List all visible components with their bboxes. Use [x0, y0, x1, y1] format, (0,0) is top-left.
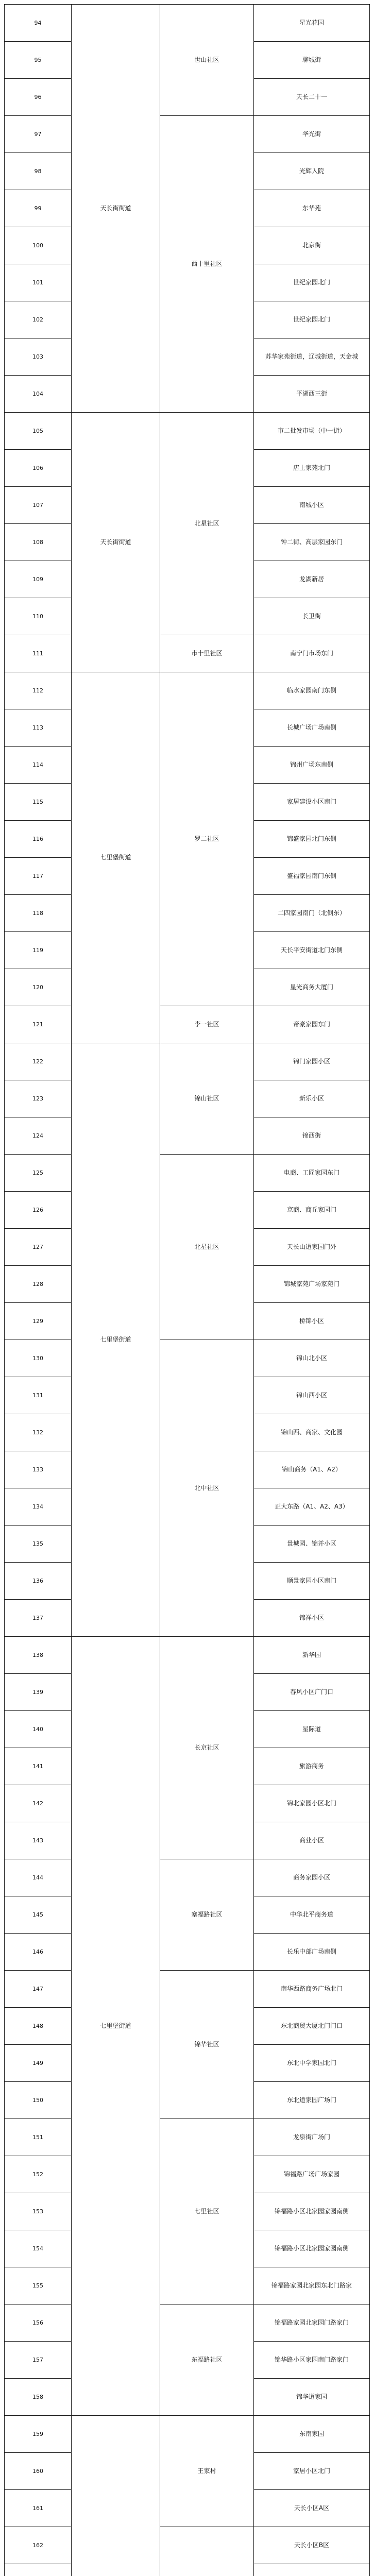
- row-number: 142: [4, 1785, 72, 1822]
- location-cell: 锦山北小区: [253, 1340, 370, 1377]
- location-cell: 锦福路家园北家园门路家门: [253, 2304, 370, 2342]
- location-cell: 锦华道家园: [253, 2378, 370, 2416]
- row-number: 135: [4, 1525, 72, 1563]
- row-number: 144: [4, 1859, 72, 1896]
- row-number: 115: [4, 783, 72, 821]
- row-number: 102: [4, 301, 72, 338]
- row-number: 112: [4, 672, 72, 709]
- row-number: 149: [4, 2044, 72, 2082]
- row-number: 132: [4, 1414, 72, 1451]
- location-cell: 世纪家园北门: [253, 264, 370, 301]
- row-number: 116: [4, 820, 72, 858]
- location-cell: 聊城街: [253, 41, 370, 79]
- location-cell: 景城园、锦并小区: [253, 1525, 370, 1563]
- location-cell: 星光花园: [253, 4, 370, 42]
- shequ-cell: 王家村: [160, 2415, 254, 2527]
- jiedao-cell: 天长街街道: [71, 412, 160, 672]
- location-cell: 锦门家园小区: [253, 1043, 370, 1080]
- row-number: 154: [4, 2230, 72, 2267]
- row-number: 128: [4, 1265, 72, 1303]
- row-number: 131: [4, 1377, 72, 1414]
- location-cell: 光辉入院: [253, 152, 370, 190]
- row-number: 134: [4, 1488, 72, 1526]
- shequ-cell: 北中社区: [160, 1340, 254, 1637]
- location-cell: 南宁门市场东门: [253, 635, 370, 672]
- row-number: 127: [4, 1228, 72, 1266]
- row-number: 155: [4, 2267, 72, 2304]
- location-cell: 天长小区B区: [253, 2527, 370, 2564]
- row-number: 156: [4, 2304, 72, 2342]
- location-cell: 锦西街: [253, 1117, 370, 1155]
- location-cell: 帝豪家园东门: [253, 1006, 370, 1043]
- location-cell: 锦山西、商家、文化园: [253, 1414, 370, 1451]
- jiedao-cell: 七里堡街道: [71, 672, 160, 1043]
- row-number: 107: [4, 486, 72, 524]
- location-cell: 北京街: [253, 227, 370, 264]
- location-cell: 龙湖新居: [253, 561, 370, 598]
- shequ-cell: 世山社区: [160, 4, 254, 116]
- row-number: 100: [4, 227, 72, 264]
- row-number: 133: [4, 1451, 72, 1488]
- row-number: 159: [4, 2415, 72, 2453]
- row-number: 98: [4, 152, 72, 190]
- shequ-cell: 罗二社区: [160, 672, 254, 1006]
- location-cell: 正大东路（A1、A2、A3）: [253, 1488, 370, 1526]
- location-cell: [253, 2564, 370, 2576]
- location-cell: 中华北平商务道: [253, 1896, 370, 1934]
- shequ-cell: 李一社区: [160, 1006, 254, 1043]
- row-number: 138: [4, 1636, 72, 1674]
- row-number: 161: [4, 2489, 72, 2527]
- row-number: 109: [4, 561, 72, 598]
- location-cell: 锦福路小区北家园家园南侧: [253, 2230, 370, 2267]
- row-number: 129: [4, 1302, 72, 1340]
- row-number: 101: [4, 264, 72, 301]
- shequ-cell: 锦山社区: [160, 1043, 254, 1155]
- jiedao-cell: 七里堡街道: [71, 1043, 160, 1637]
- row-number: 117: [4, 857, 72, 895]
- row-number: 120: [4, 969, 72, 1006]
- shequ-cell: 市十里社区: [160, 635, 254, 672]
- row-number: 110: [4, 598, 72, 635]
- row-number: 130: [4, 1340, 72, 1377]
- location-cell: 锦福路广场广场家园: [253, 2156, 370, 2193]
- row-number: 123: [4, 1080, 72, 1117]
- location-cell: 天长二十一: [253, 78, 370, 116]
- location-cell: 南城小区: [253, 486, 370, 524]
- row-number: 97: [4, 115, 72, 153]
- row-number: 103: [4, 338, 72, 376]
- location-cell: 家居建设小区南门: [253, 783, 370, 821]
- location-cell: 商业小区: [253, 1822, 370, 1859]
- location-cell: 锦北家园小区北门: [253, 1785, 370, 1822]
- row-number: 143: [4, 1822, 72, 1859]
- row-number: 121: [4, 1006, 72, 1043]
- row-number: 114: [4, 746, 72, 784]
- shequ-cell: 北星社区: [160, 412, 254, 635]
- row-number: 137: [4, 1599, 72, 1637]
- location-cell: 长卫街: [253, 598, 370, 635]
- row-number: 108: [4, 523, 72, 561]
- row-number: 125: [4, 1154, 72, 1192]
- row-number: 94: [4, 4, 72, 42]
- shequ-cell: 长京社区: [160, 1636, 254, 1859]
- location-cell: 平湖西三街: [253, 375, 370, 413]
- shequ-cell: 七里社区: [160, 2119, 254, 2304]
- row-number: 96: [4, 78, 72, 116]
- location-cell: 旅游商务: [253, 1748, 370, 1785]
- row-number: 141: [4, 1748, 72, 1785]
- row-number: 151: [4, 2119, 72, 2156]
- location-cell: 锦华路小区家园南门路家门: [253, 2341, 370, 2379]
- location-cell: 商务家园小区: [253, 1859, 370, 1896]
- location-cell: 钟二街、高层家园东门: [253, 523, 370, 561]
- location-cell: 世纪家园北门: [253, 301, 370, 338]
- row-number: 126: [4, 1191, 72, 1229]
- row-number: 150: [4, 2081, 72, 2119]
- row-number: 118: [4, 894, 72, 932]
- location-cell: 东北商贸大厦北门门口: [253, 2007, 370, 2045]
- location-cell: 顺景家园小区南门: [253, 1562, 370, 1600]
- shequ-cell: 西十里社区: [160, 115, 254, 413]
- location-cell: 盛福家园南门东侧: [253, 857, 370, 895]
- jiedao-cell: [71, 2415, 160, 2576]
- location-cell: 天长小区A区: [253, 2489, 370, 2527]
- sampling-sites-table: [4, 4, 370, 2576]
- location-cell: 东北中学家园北门: [253, 2044, 370, 2082]
- row-number: 104: [4, 375, 72, 413]
- location-cell: 春风小区广门口: [253, 1673, 370, 1711]
- row-number: 139: [4, 1673, 72, 1711]
- row-number: 160: [4, 2452, 72, 2490]
- row-number: 124: [4, 1117, 72, 1155]
- row-number: 145: [4, 1896, 72, 1934]
- row-number: 105: [4, 412, 72, 450]
- location-cell: 龙泉街广场门: [253, 2119, 370, 2156]
- row-number: 113: [4, 709, 72, 747]
- shequ-cell: 塞福路社区: [160, 1859, 254, 1971]
- location-cell: 星际道: [253, 1710, 370, 1748]
- location-cell: 桥锦小区: [253, 1302, 370, 1340]
- jiedao-cell: 天长街街道: [71, 4, 160, 413]
- row-number: 140: [4, 1710, 72, 1748]
- location-cell: 长城广场广场南侧: [253, 709, 370, 747]
- location-cell: 南华西路商务广场北门: [253, 1970, 370, 2008]
- location-cell: 临水家园南门东侧: [253, 672, 370, 709]
- location-cell: 锦州广场东南侧: [253, 746, 370, 784]
- location-cell: 电商、工匠家园东门: [253, 1154, 370, 1192]
- location-cell: 新华园: [253, 1636, 370, 1674]
- row-number: 153: [4, 2193, 72, 2230]
- row-number: 157: [4, 2341, 72, 2379]
- location-cell: 东南家园: [253, 2415, 370, 2453]
- row-number: 95: [4, 41, 72, 79]
- location-cell: 锦城家苑广场家苑门: [253, 1265, 370, 1303]
- location-cell: 天长平安街道北门东侧: [253, 931, 370, 969]
- location-cell: 锦祥小区: [253, 1599, 370, 1637]
- location-cell: 锦盛家园北门东侧: [253, 820, 370, 858]
- location-cell: 新乐小区: [253, 1080, 370, 1117]
- row-number: 111: [4, 635, 72, 672]
- location-cell: 锦山商务（A1、A2）: [253, 1451, 370, 1488]
- row-number: 136: [4, 1562, 72, 1600]
- shequ-cell: 锦华社区: [160, 1970, 254, 2119]
- location-cell: 京商、商丘家园门: [253, 1191, 370, 1229]
- location-cell: 锦山西小区: [253, 1377, 370, 1414]
- row-number: 162: [4, 2527, 72, 2564]
- location-cell: 二四家园南门（北侧东）: [253, 894, 370, 932]
- location-cell: 苏华家苑街道，辽城街道，天金城: [253, 338, 370, 376]
- row-number: 152: [4, 2156, 72, 2193]
- location-cell: 家居小区北门: [253, 2452, 370, 2490]
- shequ-cell: 东福路社区: [160, 2304, 254, 2416]
- location-cell: 锦福路家园北家园东北门路家: [253, 2267, 370, 2304]
- shequ-cell: [160, 2527, 254, 2576]
- location-cell: 锦福路小区北家园家园南侧: [253, 2193, 370, 2230]
- row-number: [4, 2564, 72, 2576]
- shequ-cell: 北星社区: [160, 1154, 254, 1340]
- row-number: 119: [4, 931, 72, 969]
- location-cell: 东华苑: [253, 190, 370, 227]
- row-number: 146: [4, 1933, 72, 1971]
- row-number: 147: [4, 1970, 72, 2008]
- row-number: 148: [4, 2007, 72, 2045]
- location-cell: 店上家苑北门: [253, 449, 370, 487]
- location-cell: 长乐中部广场南侧: [253, 1933, 370, 1971]
- location-cell: 市二批发市场（中一街）: [253, 412, 370, 450]
- location-cell: 星光商务大厦门: [253, 969, 370, 1006]
- row-number: 99: [4, 190, 72, 227]
- location-cell: 华光街: [253, 115, 370, 153]
- row-number: 106: [4, 449, 72, 487]
- location-cell: 东北道家园广场门: [253, 2081, 370, 2119]
- row-number: 158: [4, 2378, 72, 2416]
- jiedao-cell: 七里堡街道: [71, 1636, 160, 2416]
- row-number: 122: [4, 1043, 72, 1080]
- location-cell: 天长山道家园门外: [253, 1228, 370, 1266]
